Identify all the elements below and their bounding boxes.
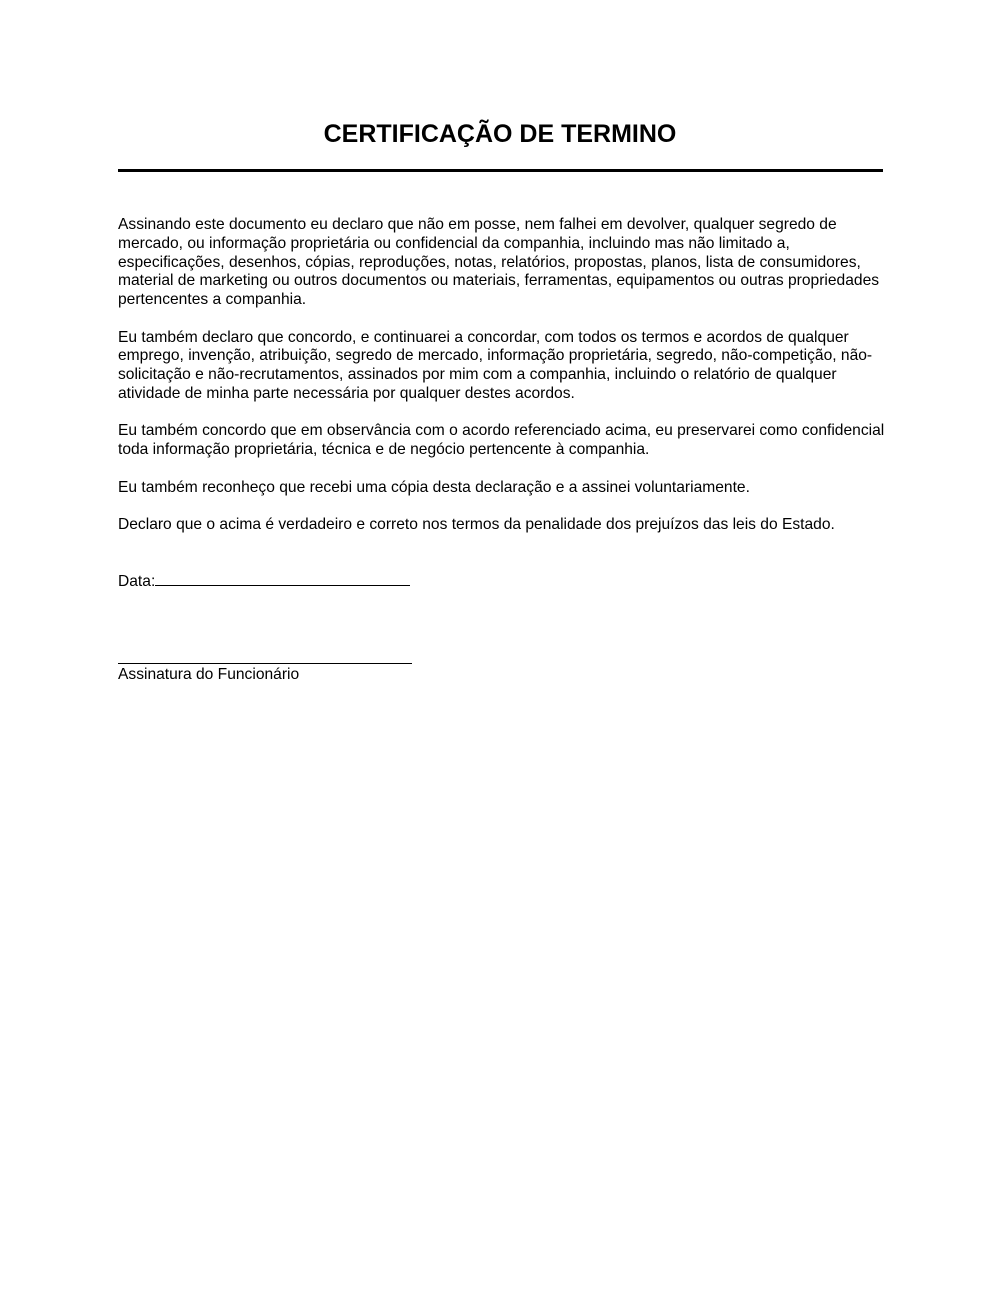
paragraph-agreements: Eu também declaro que concordo, e continuarei a concordar, com todos os termos e acordos de qualquer emprego, invenção, atribuição, segredo de mercado, informação proprietária, segredo, não-competição, não-solicitação e não-recrutamentos, assinados por mim com a companhia, incluindo o relatório de qualquer atividade de minha parte necessária por qualquer destes acordos. xyxy=(118,328,873,402)
signature-label: Assinatura do Funcionário xyxy=(118,666,300,683)
title-divider xyxy=(118,169,883,172)
date-field-row xyxy=(118,571,410,591)
document-body xyxy=(118,216,888,553)
paragraph-declaration: Declaro que o acima é verdadeiro e correto nos termos da penalidade dos prejuízos das leis do Estado. xyxy=(118,515,835,533)
document-title: CERTIFICAÇÃO DE TERMINO xyxy=(323,120,677,148)
paragraph-acknowledgement: Eu também reconheço que recebi uma cópia desta declaração e a assinei voluntariamente. xyxy=(118,478,750,496)
paragraph-possession: Assinando este documento eu declaro que não em posse, nem falhei em devolver, qualquer segredo de mercado, ou informação proprietária ou confidencial da companhia, incluindo mas não limitado a, especificações, desenhos, cópias, reproduções, notas, relatórios, propostas, planos, lista de consumidores, material de marketing ou outros documentos ou materiais, ferramentas, equipamentos ou outras propriedades pertencentes a companhia. xyxy=(118,216,880,309)
paragraph-confidentiality: Eu também concordo que em observância com o acordo referenciado acima, eu preservarei como confidencial toda informação proprietária, técnica e de negócio pertencente à companhia. xyxy=(118,422,885,459)
signature-block xyxy=(118,648,412,684)
date-input-line[interactable] xyxy=(155,571,410,586)
date-label: Data: xyxy=(118,573,156,590)
signature-input-line[interactable] xyxy=(118,648,412,664)
